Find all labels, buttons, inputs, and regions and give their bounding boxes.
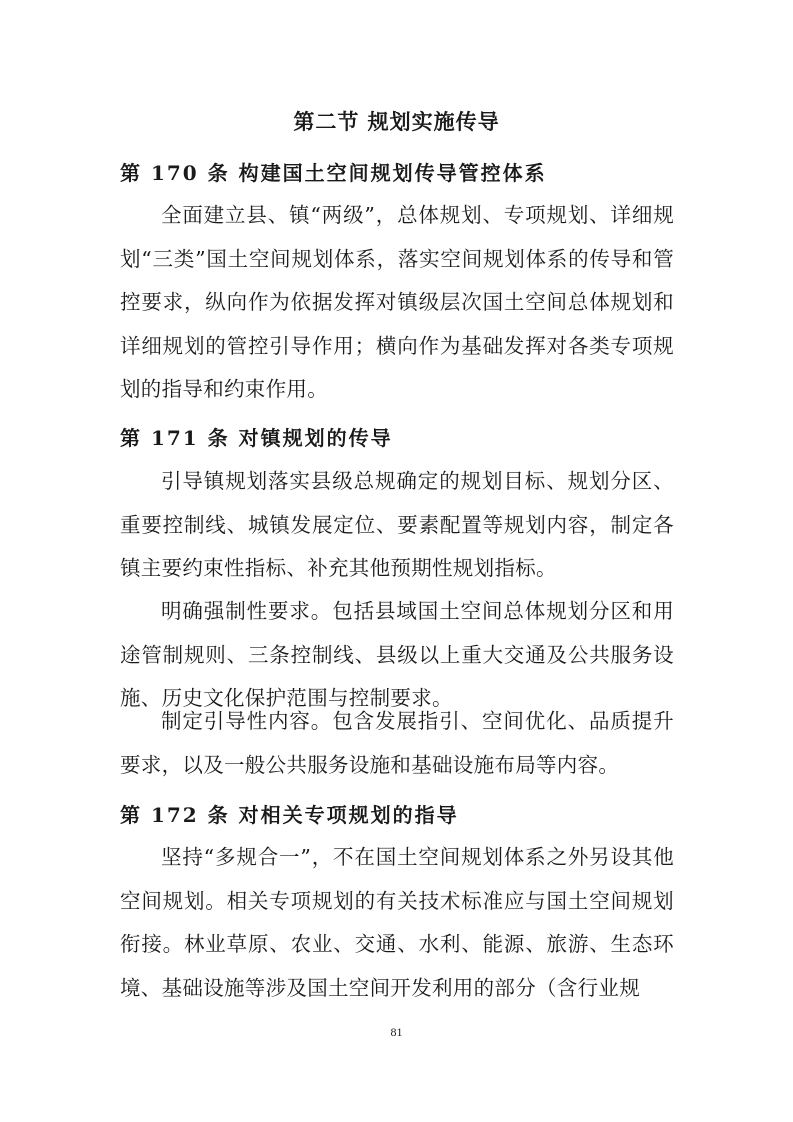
article-171-paragraph-3: 制定引导性内容。包含发展指引、空间优化、品质提升要求，以及一般公共服务设施和基础设施布局等内容。	[120, 709, 674, 777]
article-170-paragraph-1: 全面建立县、镇“两级”，总体规划、专项规划、详细规划“三类”国土空间规划体系，落实空间规划体系的传导和管控要求，纵向作为依据发挥对镇级层次国土空间总体规划和详细规划的管控引导作用；横向作为基础发挥对各类专项规划的指导和约束作用。	[120, 203, 674, 401]
page-number: 81	[390, 1025, 403, 1039]
article-heading-171: 第 171 条 对镇规划的传导	[120, 426, 393, 450]
article-171-paragraph-1: 引导镇规划落实县级总规确定的规划目标、规划分区、重要控制线、城镇发展定位、要素配置等规划内容，制定各镇主要约束性指标、补充其他预期性规划指标。	[120, 469, 674, 580]
article-heading-170: 第 170 条 构建国土空间规划传导管控体系	[120, 161, 547, 185]
article-171-paragraph-2: 明确强制性要求。包括县域国土空间总体规划分区和用途管制规则、三条控制线、县级以上重大交通及公共服务设施、历史文化保护范围与控制要求。	[120, 599, 674, 710]
article-172-paragraph-1: 坚持“多规合一”，不在国土空间规划体系之外另设其他空间规划。相关专项规划的有关技术标准应与国土空间规划衔接。林业草原、农业、交通、水利、能源、旅游、生态环境、基础设施等涉及国土空间开发利用的部分（含行业规	[120, 845, 674, 1000]
section-title: 第二节 规划实施传导	[293, 110, 500, 134]
article-heading-172: 第 172 条 对相关专项规划的指导	[120, 803, 459, 827]
